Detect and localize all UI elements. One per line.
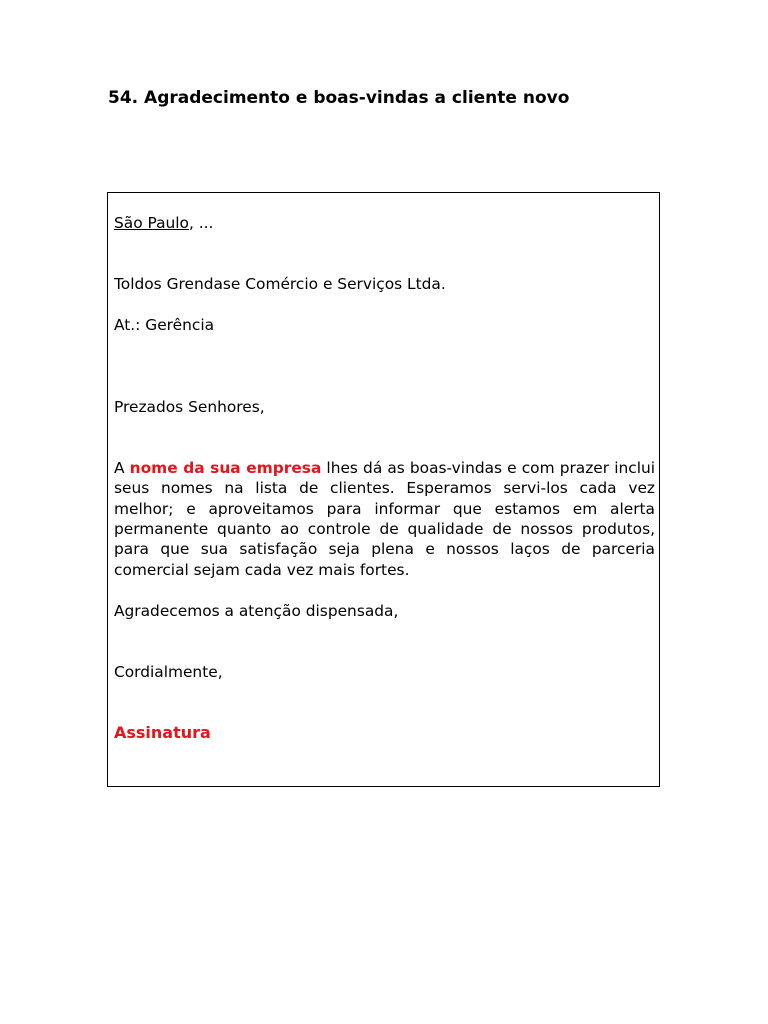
date-line (114, 213, 655, 233)
salutation: Prezados Senhores, (114, 397, 265, 416)
spacer (114, 621, 655, 662)
signature-placeholder: Assinatura (114, 723, 211, 743)
attention-line: At.: Gerência (114, 316, 215, 334)
spacer (114, 233, 655, 274)
spacer (114, 335, 655, 396)
closing-line: Cordialmente, (114, 662, 223, 681)
city-name: São Paulo (114, 214, 189, 232)
company-placeholder: nome da sua empresa (129, 458, 322, 477)
spacer (114, 682, 655, 723)
recipient-company: Toldos Grendase Comércio e Serviços Ltda. (114, 275, 446, 294)
body-text: lhes dá as boas-vindas e com prazer inclui seus nomes na lista de clientes. Esperamos servi-los cada vez melhor; e aproveitamos para informar que estamos em alerta permanente quanto ao controle de qualidade de nossos produtos, para que sua satisfação seja plena e nossos laços de parceria comercial sejam cada vez mais fortes. (114, 458, 655, 579)
letter-box (107, 192, 660, 787)
thanks-line: Agradecemos a atenção dispensada, (114, 601, 399, 620)
date-suffix: , ... (188, 214, 214, 232)
letter-content (114, 213, 655, 743)
body-prefix: A (114, 458, 130, 477)
spacer (114, 580, 655, 600)
page-title: 54. Agradecimento e boas-vindas a cliente novo (108, 88, 570, 108)
spacer (114, 295, 655, 315)
letter-body (114, 458, 655, 580)
spacer (114, 417, 655, 458)
